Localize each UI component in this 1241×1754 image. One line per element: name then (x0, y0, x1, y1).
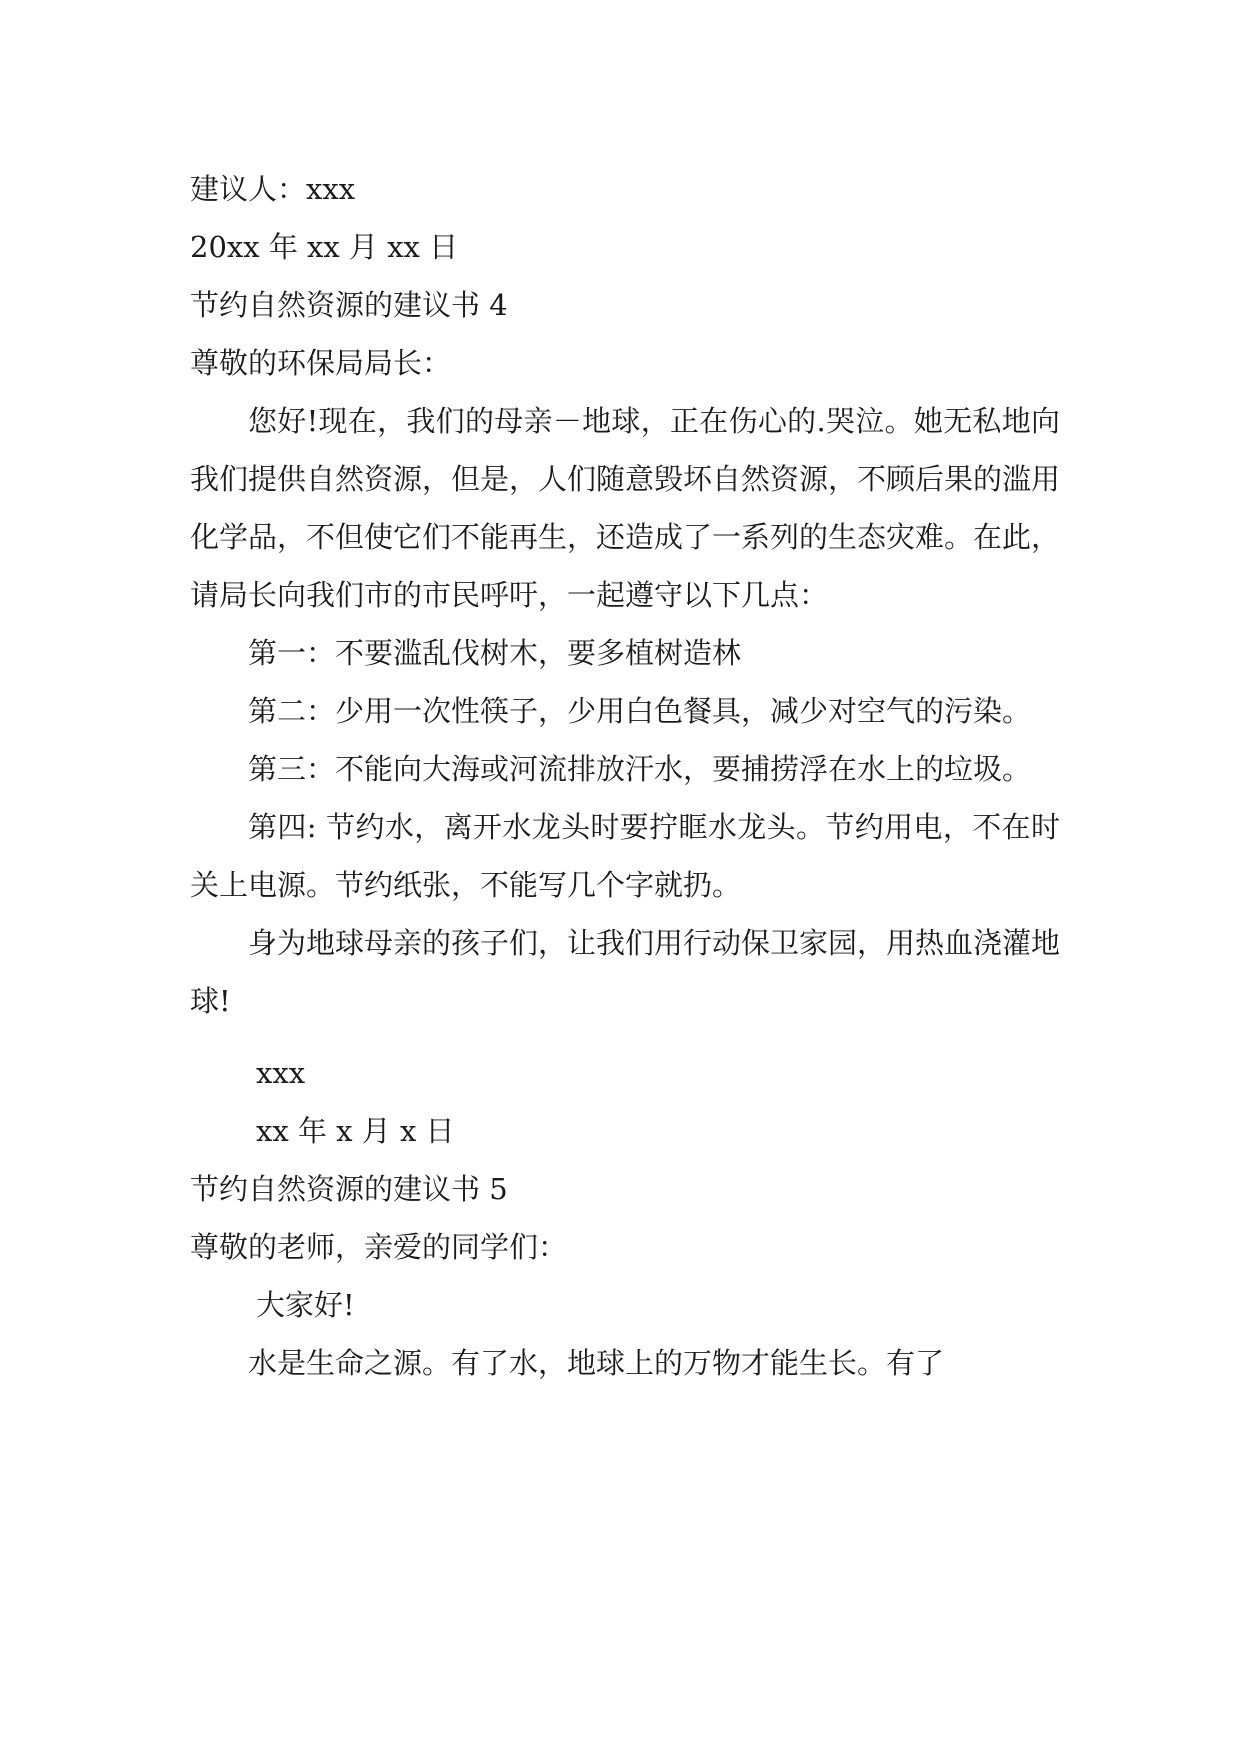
signature-date: 20xx 年 xx 月 xx 日 (190, 230, 459, 264)
greeting: 大家好! (256, 1288, 355, 1322)
paragraph-point-3: 第三：不能向大海或河流排放汗水，要捕捞浮在水上的垃圾。 (248, 752, 1032, 786)
paragraph-point-1: 第一：不要滥乱伐树木，要多植树造林 (248, 636, 742, 670)
letter-date: xx 年 x 月 x 日 (256, 1114, 455, 1148)
letter-title: 节约自然资源的建议书 5 (190, 1172, 508, 1206)
salutation: 尊敬的环保局局长： (190, 346, 452, 380)
paragraph-intro: 您好!现在，我们的母亲－地球，正在伤心的.哭泣。她无私地向我们提供自然资源，但是，人们随意毁坏自然资源，不顾后果的滥用化学品，不但使它们不能再生，还造成了一系列的生态灾难。在此，请局长向我们市的市民呼吁，一起遵守以下几点： (190, 404, 1061, 612)
document-body (190, 160, 1060, 1392)
paragraph-closing: 身为地球母亲的孩子们，让我们用行动保卫家园，用热血浇灌地球! (190, 926, 1061, 1018)
paragraph-point-2: 第二：少用一次性筷子，少用白色餐具，减少对空气的污染。 (248, 694, 1032, 728)
signer: xxx (256, 1056, 306, 1090)
paragraph-body: 水是生命之源。有了水，地球上的万物才能生长。有了 (248, 1346, 945, 1380)
salutation: 尊敬的老师，亲爱的同学们： (190, 1230, 568, 1264)
paragraph-point-4: 第四: 节约水，离开水龙头时要拧眶水龙头。节约用电，不在时关上电源。节约纸张，不能写几个字就扔。 (190, 810, 1060, 902)
letter-title: 节约自然资源的建议书 4 (190, 288, 508, 322)
proposer-line: 建议人：xxx (190, 172, 356, 206)
